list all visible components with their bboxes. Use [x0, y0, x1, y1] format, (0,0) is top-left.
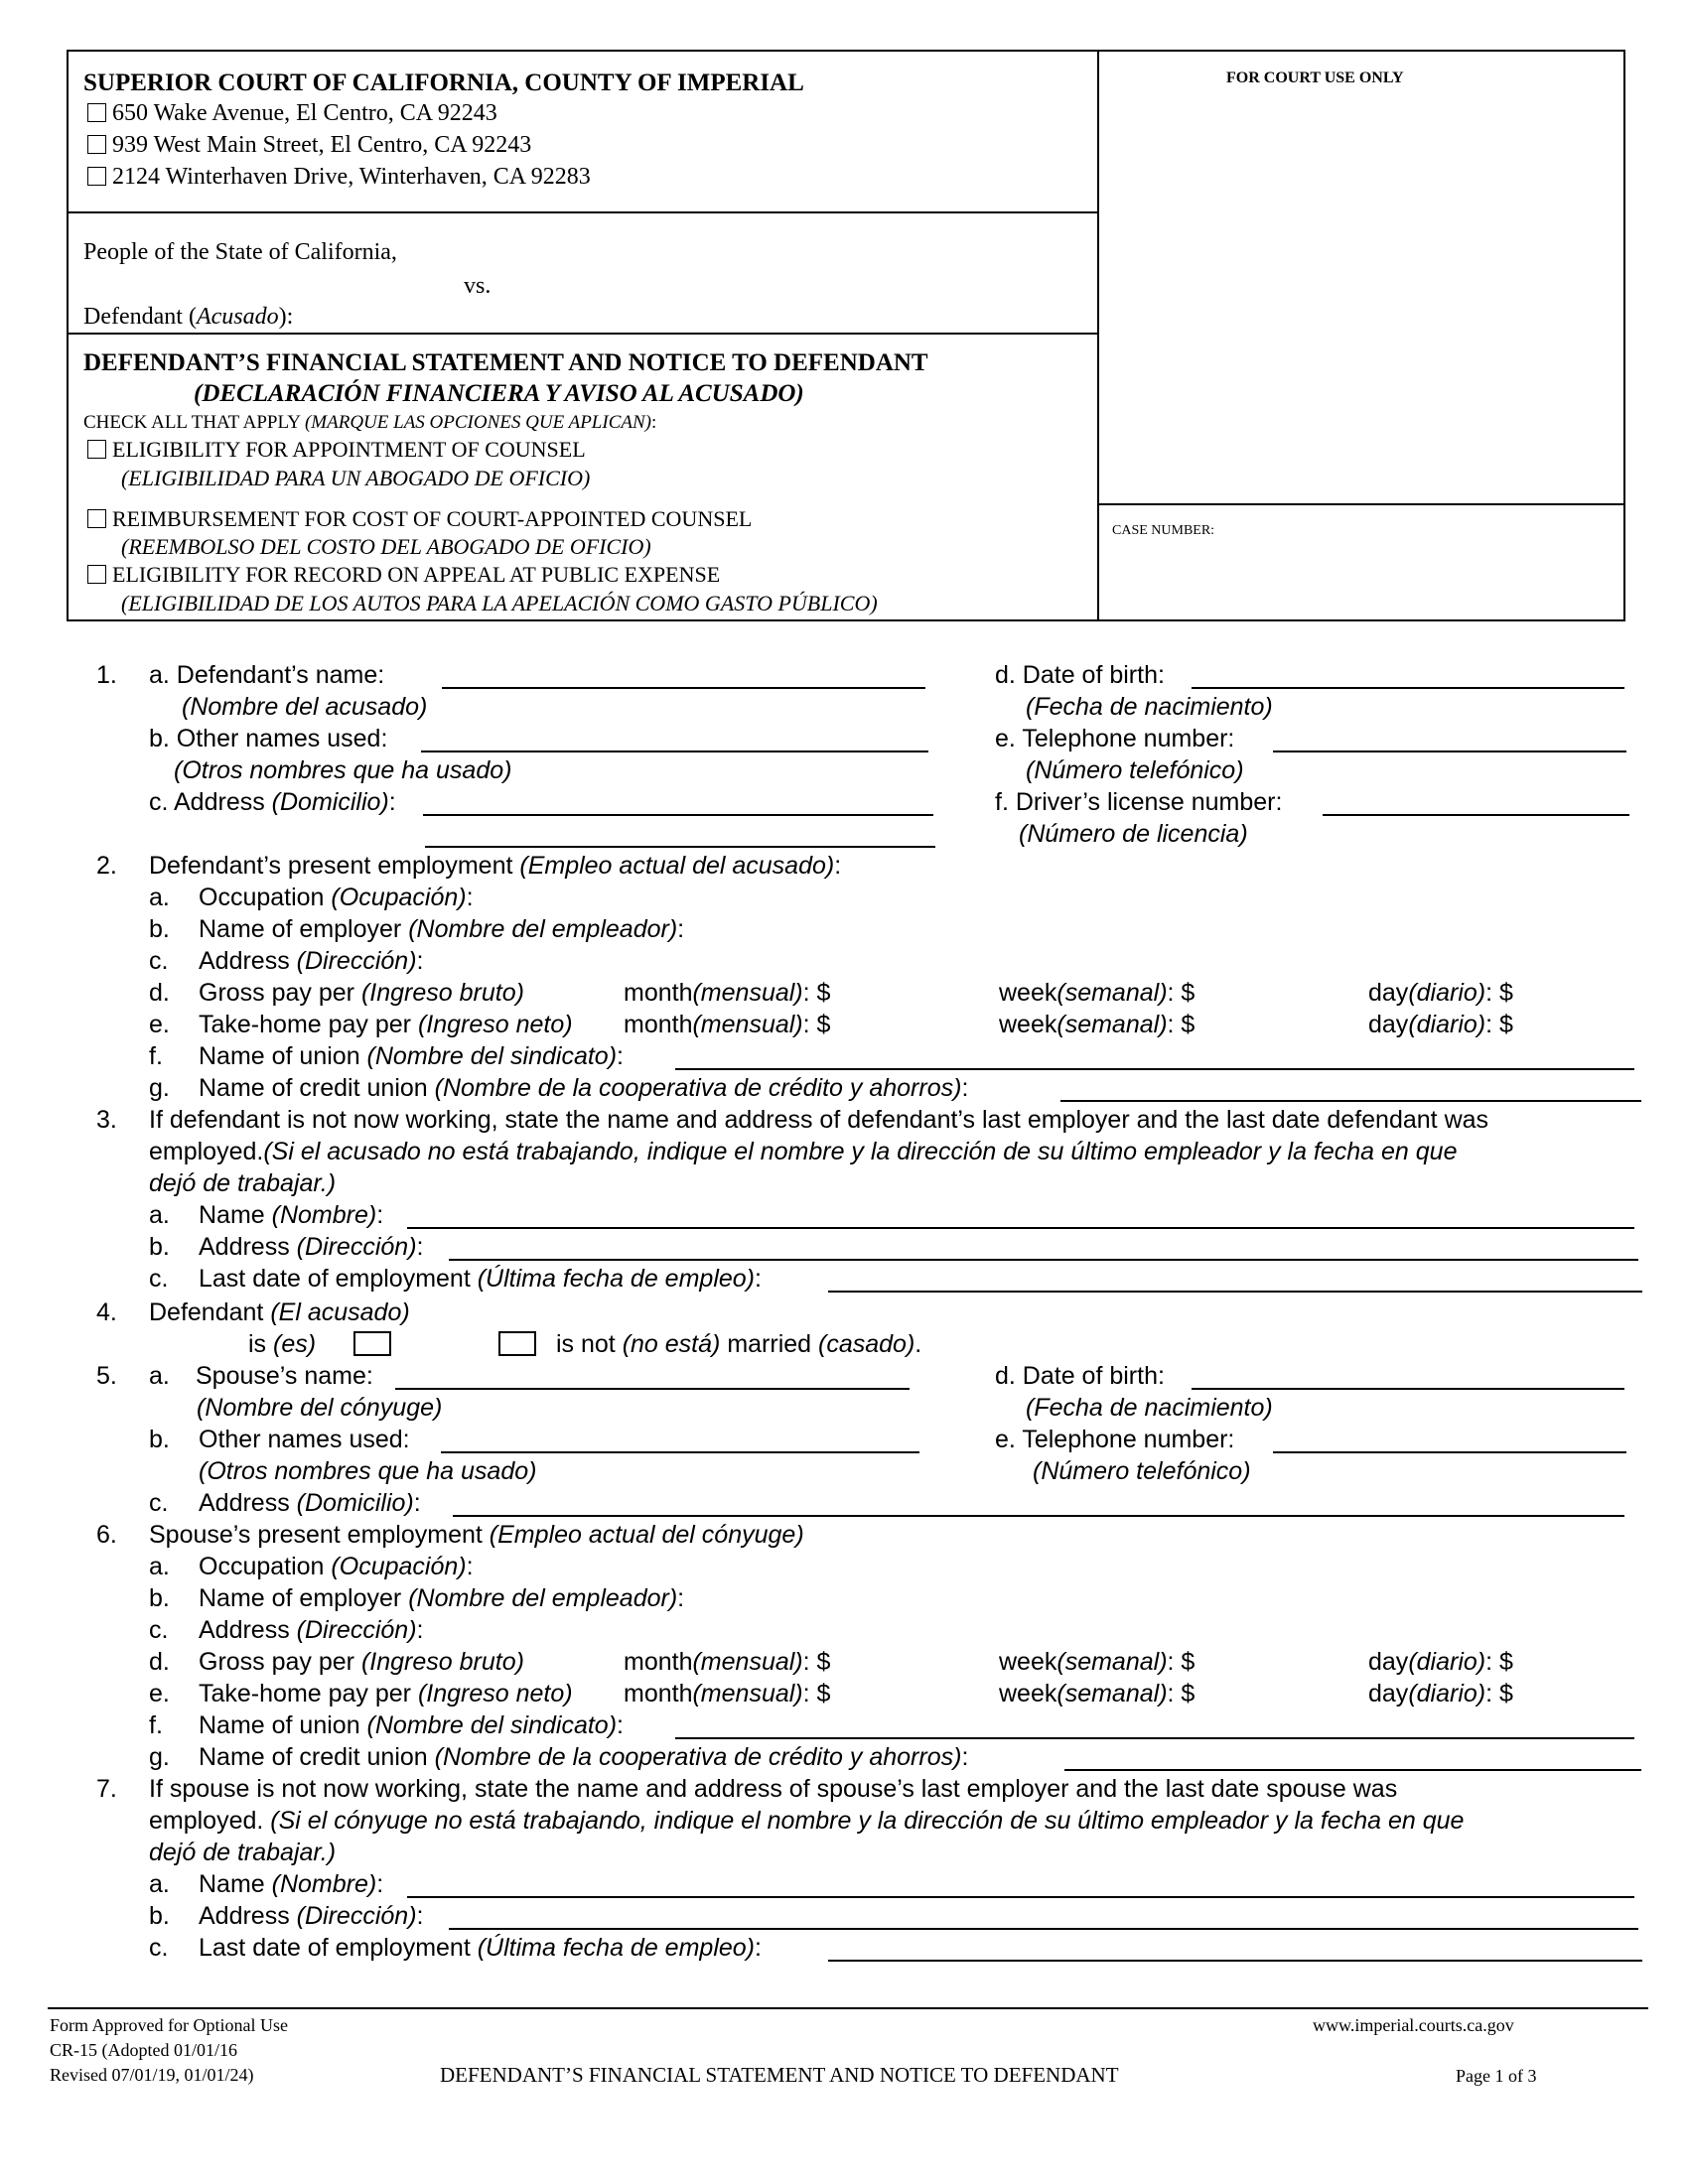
footer-revised: Revised 07/01/19, 01/01/24) — [50, 2065, 254, 2085]
footer-adopted: CR-15 (Adopted 01/01/16 — [50, 2040, 237, 2060]
defendant-license-field[interactable] — [1323, 814, 1629, 816]
court-address-1[interactable]: 650 Wake Avenue, El Centro, CA 92243 — [87, 100, 497, 127]
spouse-name-field[interactable] — [395, 1388, 910, 1390]
spouse-phone-field[interactable] — [1273, 1451, 1626, 1453]
spouse-credit-union-field[interactable] — [1064, 1769, 1641, 1771]
married-no-checkbox[interactable] — [498, 1331, 536, 1356]
defendant-dob-field[interactable] — [1192, 687, 1624, 689]
last-employer-address-field[interactable] — [449, 1259, 1638, 1261]
checkbox[interactable] — [87, 167, 106, 186]
checkbox[interactable] — [87, 509, 106, 528]
court-use-label: FOR COURT USE ONLY — [1226, 69, 1404, 86]
defendant-address-field[interactable] — [423, 814, 933, 816]
married-yes-checkbox[interactable] — [353, 1331, 391, 1356]
option-counsel-es: (ELIGIBILIDAD PARA UN ABOGADO DE OFICIO) — [121, 466, 591, 490]
checkbox[interactable] — [87, 135, 106, 154]
defendant-other-names-field[interactable] — [421, 751, 928, 752]
document-title-es: (DECLARACIÓN FINANCIERA Y AVISO AL ACUSADO) — [194, 380, 804, 407]
spouse-address-field[interactable] — [453, 1515, 1624, 1517]
checkbox[interactable] — [87, 103, 106, 122]
checkbox[interactable] — [87, 565, 106, 584]
option-appeal[interactable]: ELIGIBILITY FOR RECORD ON APPEAL AT PUBLIC EXPENSE — [87, 562, 720, 588]
spouse-last-employment-date-field[interactable] — [828, 1960, 1642, 1962]
defendant-name-field[interactable] — [442, 687, 925, 689]
footer-rule — [48, 2007, 1648, 2009]
footer-page-number: Page 1 of 3 — [1456, 2066, 1537, 2086]
last-employment-date-field[interactable] — [828, 1291, 1642, 1293]
spouse-last-employer-name-field[interactable] — [407, 1896, 1634, 1898]
court-address-2[interactable]: 939 West Main Street, El Centro, CA 92243 — [87, 132, 531, 159]
spouse-union-field[interactable] — [675, 1737, 1634, 1739]
option-counsel[interactable]: ELIGIBILITY FOR APPOINTMENT OF COUNSEL — [87, 437, 586, 463]
checkbox[interactable] — [87, 440, 106, 459]
footer-approved: Form Approved for Optional Use — [50, 2015, 288, 2035]
court-title: SUPERIOR COURT OF CALIFORNIA, COUNTY OF IMPERIAL — [83, 69, 804, 96]
option-appeal-es: (ELIGIBILIDAD DE LOS AUTOS PARA LA APELACIÓN COMO GASTO PÚBLICO) — [121, 591, 878, 615]
spouse-last-employer-address-field[interactable] — [449, 1928, 1638, 1930]
union-field[interactable] — [675, 1068, 1634, 1070]
defendant-address-field-2[interactable] — [425, 846, 935, 848]
defendant-label: Defendant (Acusado): — [83, 304, 294, 330]
document-title: DEFENDANT’S FINANCIAL STATEMENT AND NOTICE TO DEFENDANT — [83, 349, 928, 376]
case-number-label: CASE NUMBER: — [1112, 523, 1215, 538]
people-label: People of the State of California, — [83, 239, 397, 265]
option-reimbursement[interactable]: REIMBURSEMENT FOR COST OF COURT-APPOINTED COUNSEL — [87, 506, 752, 532]
vs-label: vs. — [464, 273, 492, 299]
spouse-dob-field[interactable] — [1192, 1388, 1624, 1390]
footer-title: DEFENDANT’S FINANCIAL STATEMENT AND NOTICE TO DEFENDANT — [440, 2063, 1119, 2087]
defendant-phone-field[interactable] — [1273, 751, 1626, 752]
credit-union-field[interactable] — [1060, 1100, 1641, 1102]
court-address-3[interactable]: 2124 Winterhaven Drive, Winterhaven, CA 92283 — [87, 164, 591, 191]
check-all-label: CHECK ALL THAT APPLY (MARQUE LAS OPCIONES QUE APLICAN): — [83, 412, 657, 433]
spouse-other-names-field[interactable] — [441, 1451, 919, 1453]
last-employer-name-field[interactable] — [407, 1227, 1634, 1229]
option-reimbursement-es: (REEMBOLSO DEL COSTO DEL ABOGADO DE OFICIO) — [121, 534, 651, 559]
footer-website[interactable]: www.imperial.courts.ca.gov — [1313, 2015, 1514, 2035]
